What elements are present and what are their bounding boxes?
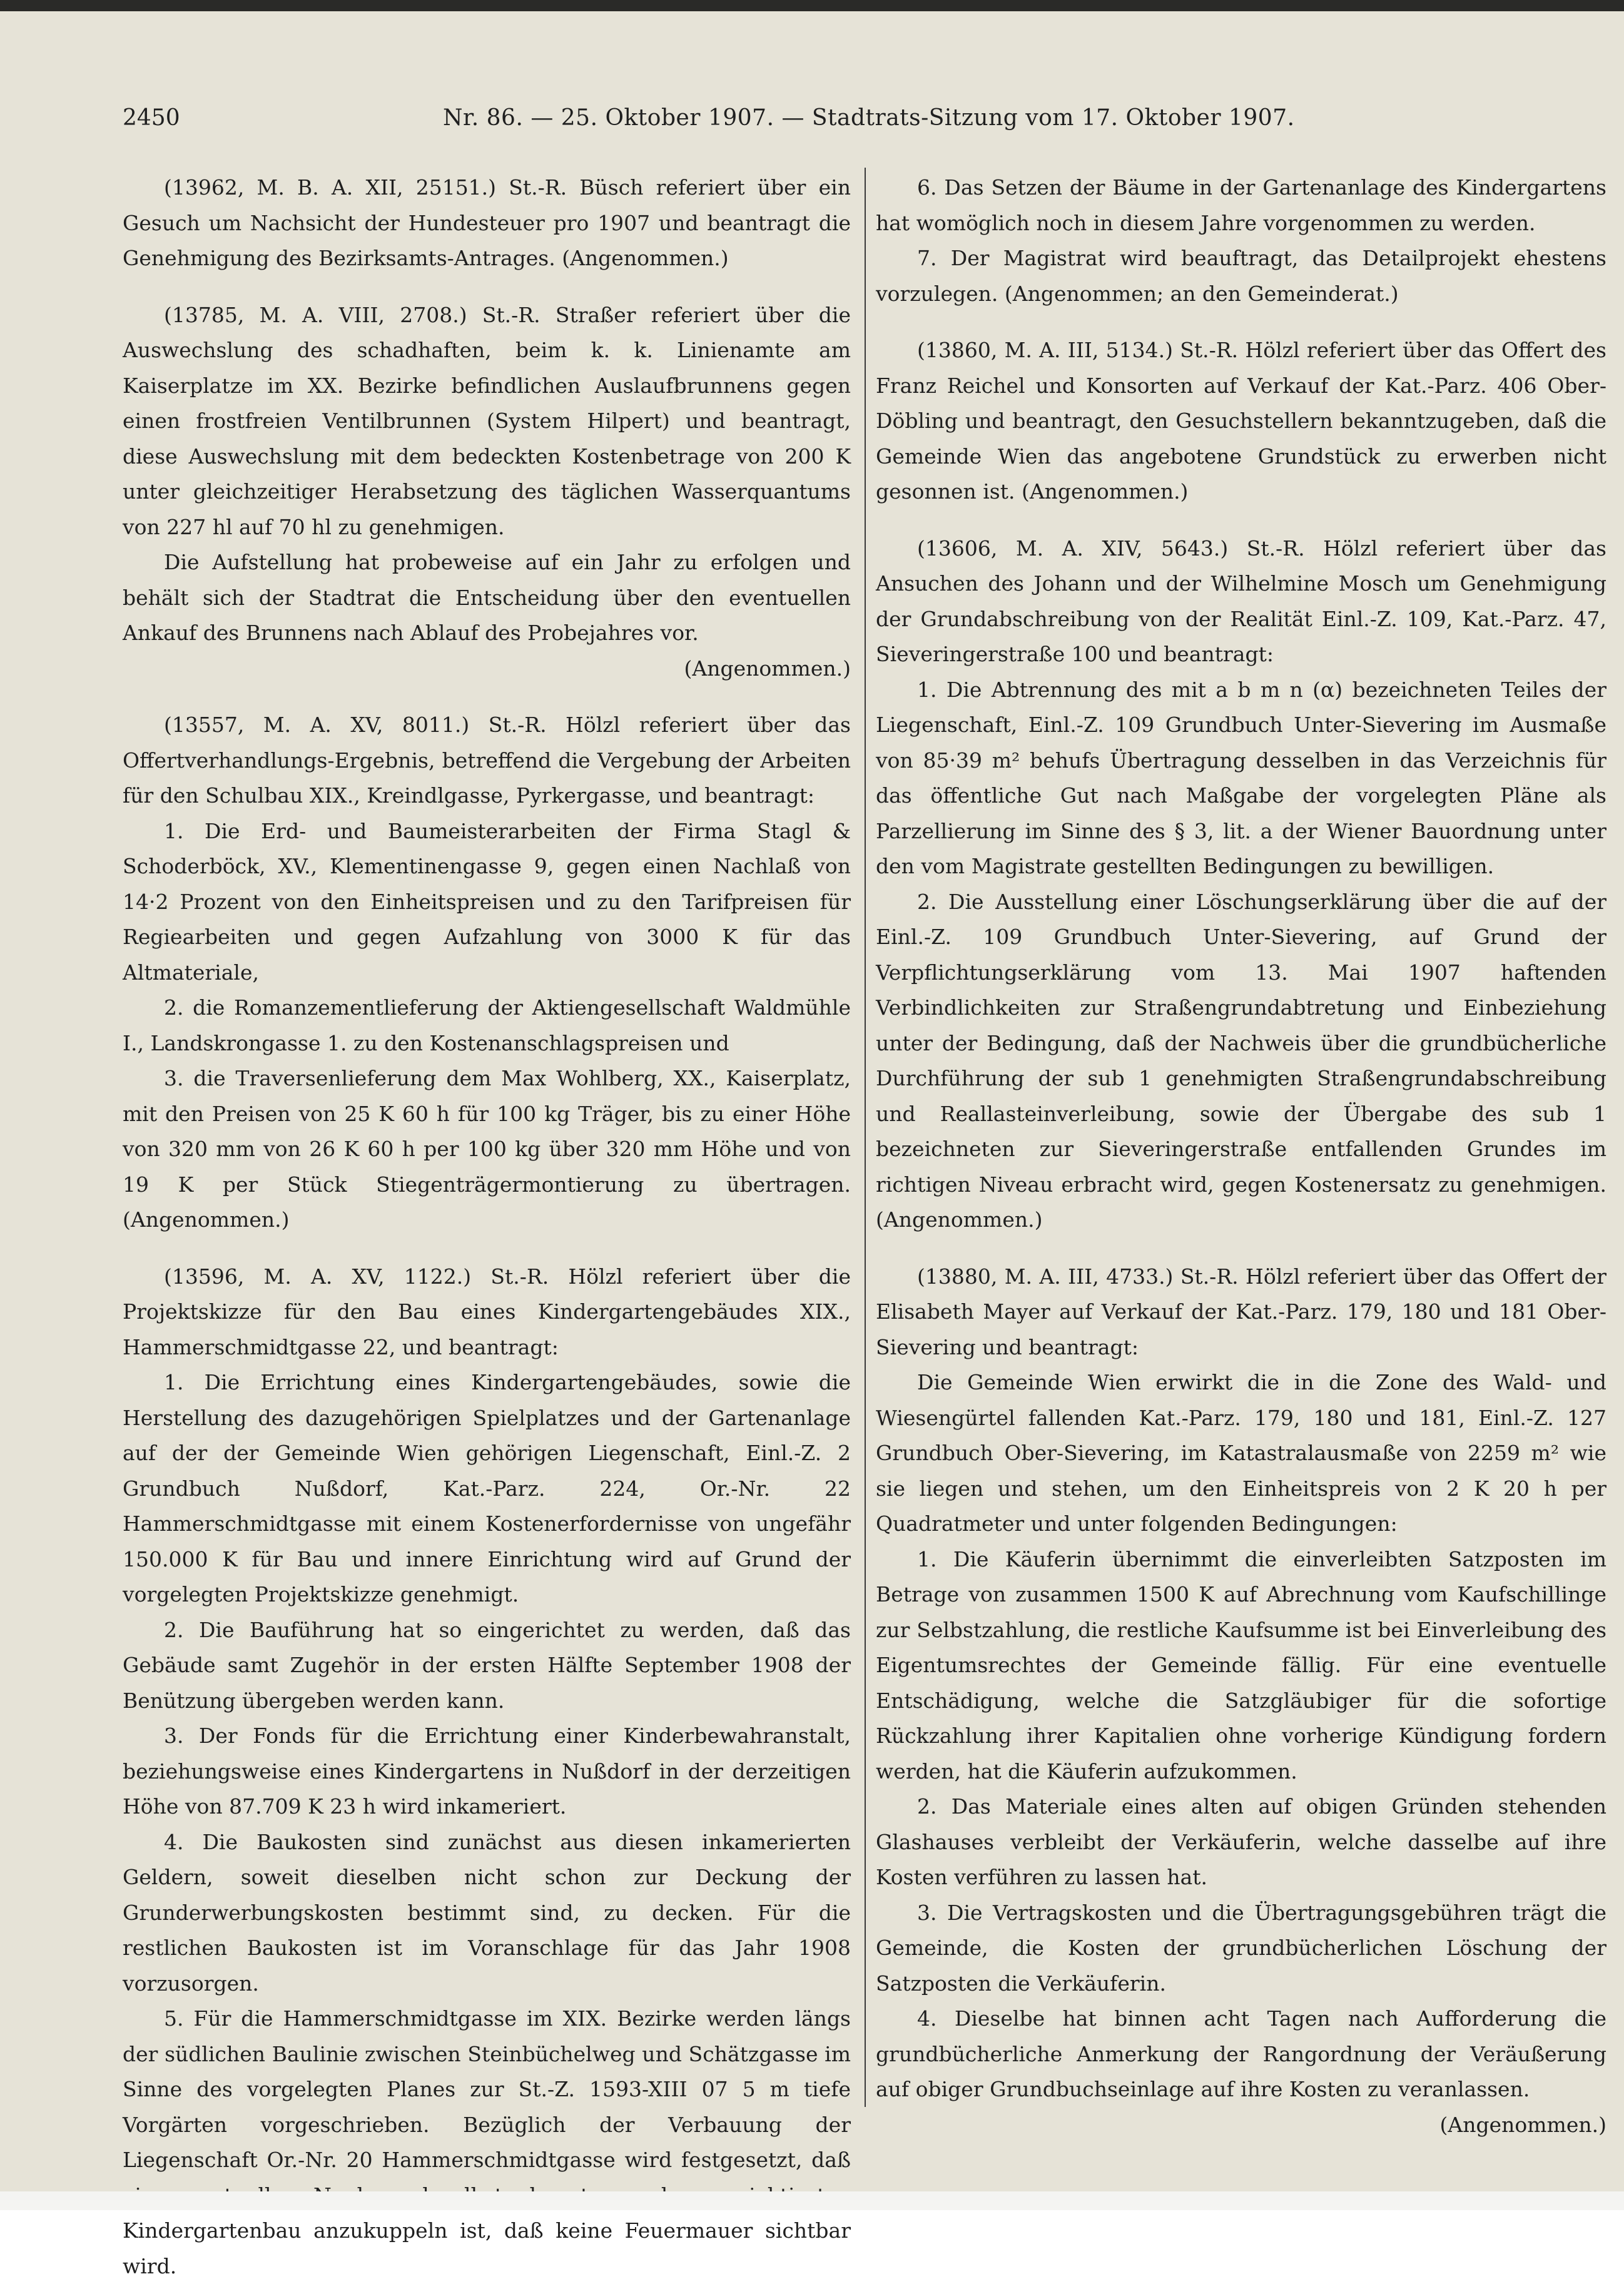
scan-edge-bottom — [0, 2191, 1624, 2210]
list-item: 4. Dieselbe hat binnen acht Tagen nach Aufforderung die grundbücherliche Anmerkung der Rangordnung der Veräußerung auf obiger Grundbuchseinlage auf ihre Kosten zu veranlassen. — [876, 2006, 1606, 2101]
list-item: 5. Für die Hammerschmidtgasse im XIX. Bezirke werden längs der südlichen Baulinie zwischen Steinbüchelweg und Schätzgasse im Sinne des vorgelegten Planes zur St.-Z. 1593-XIII 07 5 m tiefe Vorgärten vorgeschrieben. Bezüglich der Verbauung der Liegenschaft Or.-Nr. 20 Hammerschmidtgasse wird festgesetzt, daß Kindergartenbau anzukuppeln ist, daß keine Feuermauer sichtbar wird. — [123, 2006, 851, 2278]
column-divider — [865, 168, 866, 2107]
decision-note: (Angenommen.) — [684, 656, 851, 681]
list-item: 1. Die Errichtung eines Kindergartengebäudes, sowie die Herstellung des dazugehörigen Spielplatzes und der Gartenanlage auf der der Gemeinde Wien gehörigen Liegenschaft, Einl.-Z. 2 Grundbuch Nußdorf, Kat.-Parz. 224, Or.-Nr. 22 Hammerschmidtgasse mit einem Kostenerfordernisse von ungefähr 150.000 K für Bau und innere Einrichtung wird auf Grund der vorgelegten Projektskizze genehmigt. — [123, 1370, 851, 1606]
page-header — [123, 105, 1314, 143]
list-item: 7. Der Magistrat wird beauftragt, das Detailprojekt ehestens vorzulegen. (Angenommen; an den Gemeinderat.) — [876, 246, 1606, 306]
list-item: 2. die Romanzementlieferung der Aktiengesellschaft Waldmühle I., Landskrongasse 1. zu den Kostenanschlagspreisen und — [123, 995, 851, 1055]
list-item: 3. Die Vertragskosten und die Übertragungsgebühren trägt die Gemeinde, die Kosten der grundbücherlichen Löschung der Satzposten die Verkäuferin. — [876, 1900, 1606, 1996]
paragraph: (13880, M. A. III, 4733.) St.-R. Hölzl referiert über das Offert der Elisabeth Mayer auf Verkauf der Kat.-Parz. 179, 180 und 181 Ober-Sievering und beantragt: — [876, 1264, 1606, 1359]
list-item: 1. Die Erd- und Baumeisterarbeiten der Firma Stagl & Schoderböck, XV., Klementinengasse 9, gegen einen Nachlaß von 14·2 Prozent von den Einheitspreisen und zu den Tarifpreisen für Regiearbeiten und gegen Aufzahlung von 3000 K für das Altmateriale, — [123, 818, 851, 985]
left-column — [123, 170, 851, 2284]
list-item: 2. Die Ausstellung einer Löschungserklärung über die auf der Einl.-Z. 109 Grundbuch Unter-Sievering, auf Grund der Verpflichtungserklärung vom 13. Mai 1907 haftenden Verbindlichkeiten zur Straßengrundabtretung und Einbeziehung unter der Bedingung, daß der Nachweis über die grundbücherliche Durchführung der sub 1 genehmigten Straßengrundabschreibung und Reallasteinverleibung, sowie der Übergabe des sub 1 bezeichneten zur Sieveringerstraße entfallenden Grundes im richtigen Niveau erbracht wird, gegen Kostenersatz zu genehmigen. (Angenommen.) — [876, 889, 1606, 1232]
paragraph: (13860, M. A. III, 5134.) St.-R. Hölzl referiert über das Offert des Franz Reichel und Konsorten auf Verkauf der Kat.-Parz. 406 Ober-Döbling und beantragt, den Gesuchstellern bekanntzugeben, daß die Gemeinde Wien das angebotene Grundstück zu erwerben nicht gesonnen ist. (Angenommen.) — [876, 338, 1606, 504]
scan-edge-top — [0, 0, 1624, 11]
list-item: 6. Das Setzen der Bäume in der Gartenanlage des Kindergartens hat womöglich noch in diesem Jahre vorgenommen zu werden. — [876, 175, 1606, 235]
list-item: 3. Der Fonds für die Errichtung einer Kinderbewahranstalt, beziehungsweise eines Kindergartens in Nußdorf in der derzeitigen Höhe von 87.709 K 23 h wird inkameriert. — [123, 1723, 851, 1819]
paragraph: (13962, M. B. A. XII, 25151.) St.-R. Büsch referiert über ein Gesuch um Nachsicht der Hundesteuer pro 1907 und beantragt die Genehmigung des Bezirksamts-Antrages. (Angenommen.) — [123, 175, 851, 270]
decision-note: (Angenommen.) — [1439, 2112, 1606, 2137]
list-item: 2. Das Materiale eines alten auf obigen Gründen stehenden Glashauses verbleibt der Verkäuferin, welche dasselbe auf ihre Kosten verführen zu lassen hat. — [876, 1794, 1606, 1889]
page-number: 2450 — [123, 105, 180, 131]
running-title: Nr. 86. — 25. Oktober 1907. — Stadtrats-Sitzung vom 17. Oktober 1907. — [443, 105, 1295, 131]
paragraph: (13557, M. A. XV, 8011.) St.-R. Hölzl referiert über das Offertverhandlungs-Ergebnis, betreffend die Vergebung der Arbeiten für den Schulbau XIX., Kreindlgasse, Pyrkergasse, und beantragt: — [123, 713, 851, 808]
paragraph: (13785, M. A. VIII, 2708.) St.-R. Straßer referiert über die Auswechslung des schadhaften, beim k. k. Linienamte am Kaiserplatze im XX. Bezirke befindlichen Auslaufbrunnens gegen einen frostfreien Ventilbrunnen (System Hilpert) und beantragt, diese Auswechslung mit dem bedeckten Kostenbetrage von 200 K unter gleichzeitiger Herabsetzung des täglichen Wasserquantums von 227 hl auf 70 hl zu genehmigen. — [123, 302, 851, 539]
list-item: 1. Die Abtrennung des mit a b m n (α) bezeichneten Teiles der Liegenschaft, Einl.-Z. 109 Grundbuch Unter-Sievering im Ausmaße von 85·39 m² behufs Übertragung desselben in das Verzeichnis für das öffentliche Gut nach Maßgabe der vorgelegten Pläne als Parzellierung im Sinne des § 3, lit. a der Wiener Bauordnung unter den vom Magistrate gestellten Bedingungen zu bewilligen. — [876, 677, 1606, 878]
list-item: 1. Die Käuferin übernimmt die einverleibten Satzposten im Betrage von zusammen 1500 K auf Abrechnung vom Kaufschillinge zur Selbstzahlung, die restliche Kaufsumme ist bei Einverleibung des Eigentumsrechtes der Gemeinde fällig. Für eine eventuelle Entschädigung, welche die Satzgläubiger für die sofortige Rückzahlung ihrer Kapitalien ohne vorherige Kündigung fordern werden, hat die Käuferin aufzukommen. — [876, 1546, 1606, 1784]
list-item: 2. Die Bauführung hat so eingerichtet zu werden, daß das Gebäude samt Zugehör in der ersten Hälfte September 1908 der Benützung übergeben werden kann. — [123, 1617, 851, 1713]
paragraph: Die Gemeinde Wien erwirkt die in die Zone des Wald- und Wiesengürtel fallenden Kat.-Parz. 179, 180 und 181, Einl.-Z. 127 Grundbuch Ober-Sievering, im Katastralausmaße von 2259 m² wie sie liegen und stehen, um den Einheitspreis von 2 K 20 h per Quadratmeter und unter folgenden Bedingungen: — [876, 1370, 1606, 1536]
paragraph: (13596, M. A. XV, 1122.) St.-R. Hölzl referiert über die Projektskizze für den Bau eines Kindergartengebäudes XIX., Hammerschmidtgasse 22, und beantragt: — [123, 1264, 851, 1359]
right-column — [876, 170, 1606, 2164]
list-item: 4. Die Baukosten sind zunächst aus diesen inkamerierten Geldern, soweit dieselben nicht schon zur Deckung der Grunderwerbungskosten bestimmt sind, zu decken. Für die restlichen Baukosten ist im Voranschlage für das Jahr 1908 vorzusorgen. — [123, 1829, 851, 1996]
paragraph: (13606, M. A. XIV, 5643.) St.-R. Hölzl referiert über das Ansuchen des Johann und der Wilhelmine Mosch um Genehmigung der Grundabschreibung von der Realität Einl.-Z. 109, Kat.-Parz. 47, Sieveringerstraße 100 und beantragt: — [876, 535, 1606, 666]
paragraph: Die Aufstellung hat probeweise auf ein Jahr zu erfolgen und behält sich der Stadtrat die Entscheidung über den eventuellen Ankauf des Brunnens nach Ablauf des Probejahres vor. — [123, 550, 851, 645]
list-item: 3. die Traversenlieferung dem Max Wohlberg, XX., Kaiserplatz, mit den Preisen von 25 K 60 h für 100 kg Träger, bis zu einer Höhe von 320 mm von 26 K 60 h per 100 kg über 320 mm Höhe und von 19 K per Stück Stiegenträgermontierung zu übertragen. (Angenommen.) — [123, 1066, 851, 1232]
